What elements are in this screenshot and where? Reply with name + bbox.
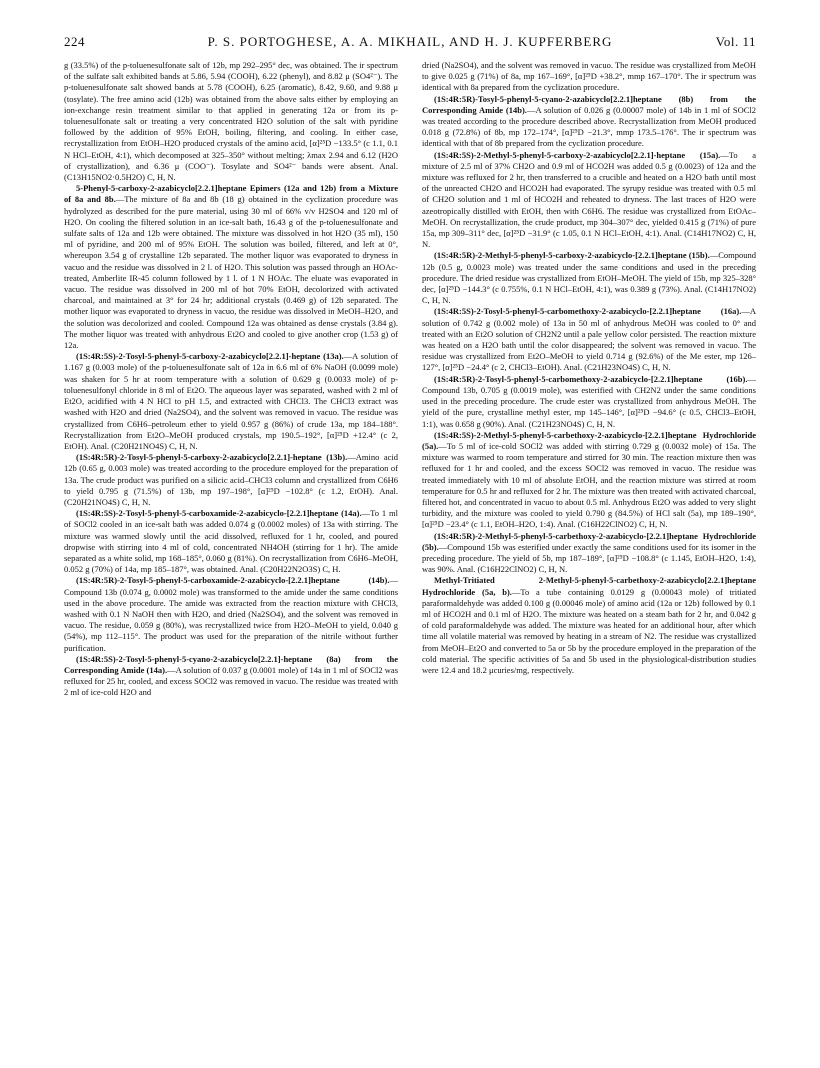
paragraph-body: —A solution of 0.037 g (0.0001 mole) of 14a in 1 ml of SOCl2 was refluxed for 25 hr, cooled, and excess SOCl2 was removed in vacuo. The residue was treated with 2 ml of ice-cold H2O and [64,664,398,698]
page-header [64,34,756,50]
paragraph-title: (1S:4R:5S)-2-Methyl-5-phenyl-5-carboxy-2-azabicyclo[2.2.1]-heptane (15a). [434,149,721,160]
volume-label: Vol. 11 [715,34,756,49]
paragraph [422,306,756,373]
paragraph [422,60,756,94]
paragraph [64,60,398,183]
right-column [422,60,756,1060]
paragraph-body: —A solution of 0.742 g (0.002 mole) of 13a in 50 ml of anhydrous MeOH was cooled to 0° and treated with an Et2O solution of CH2N2 until a pale yellow color persisted. The reaction mixture was heated on a H2O bath until the color disappeared; the solvent was removed in vacuo. The residue was crystallized from Et2O–MeOH to yield 0.714 g (92.6%) of the Me ester, mp 126–127°, [α]²⁵D −24.4° (c 2, CHCl3–EtOH). Anal. (C21H23NO4S) C, H, N. [422,306,756,373]
paragraph-title: (1S:4R:5S)-2-Tosyl-5-phenyl-5-carboxy-2-azabicyclo[2.2.1]-heptane (13a). [76,351,344,362]
paragraph-body: dried (Na2SO4), and the solvent was removed in vacuo. The residue was crystallized from MeOH to give 0.025 g (71%) of 8a, mp 167–169°, [α]²⁵D +38.2°, mmp 167–170°. The ir spectrum was identical with 8a prepared from the cyclization procedure. [422,60,756,93]
paragraph-title: (1S:4R:5R)-2-Tosyl-5-phenyl-5-carboxamide-2-azabicyclo-[2.2.1]heptane (14b). [76,575,390,586]
paragraph [422,150,756,251]
paragraph [422,94,756,150]
paragraph-body: —To a mixture of 2.5 ml of 37% CH2O and 0.9 ml of HCO2H was added 0.5 g (0.0023) of 12a and the mixture was refluxed for 2 hr, then transferred to a crucible and heated on a H2O bath until most of the unreacted CH2O and HCO2H had evaporated. The syrupy residue was treated with 0.5 ml of CH2O solution and 1 ml of HCO2H and reheated to dryness. The last traces of H2O were azeotropically distilled with EtOH, then with C6H6. The residue was crystallized from EtOAc–MeOH. On recrystallization, the crude product, mp 304–307° dec, yielded 0.415 g (71%) of pure 15a, mp 309–311° dec, [α]²⁵D −31.9° (c 1.05, 0.1 N HCl–EtOH, 4:1). Anal. (C14H17NO2) C, H, N. [422,149,756,250]
paragraph-title: (1S:4R:5R)-2-Methyl-5-phenyl-5-carboxy-2-azabicyclo-[2.2.1]heptane (15b). [434,250,710,261]
paragraph [422,430,756,531]
paragraph-body: —A solution of 0.026 g (0.00007 mole) of 14b in 1 ml of SOCl2 was treated according to the procedure described above. Recrystallization from MeOH produced 0.018 g (72.8%) of 8b, mp 172–174°, [α]²⁵D −21.3°, mmp 173.5–176°. The ir spectrum was identical with that of 8b prepared from the cyclization procedure. [422,104,756,149]
paragraph-title: (1S:4R:5R)-2-Tosyl-5-phenyl-5-carbomethoxy-2-azabicyclo-[2.2.1]heptane (16b). [434,373,748,384]
paragraph-title: 5-Phenyl-5-carboxy-2-azabicyclo[2.2.1]heptane Epimers (12a and 12b) from a Mixture of 8a and 8b. [64,183,398,205]
paragraph [64,575,398,653]
paragraph [422,575,756,676]
paragraph-body: —Amino acid 12b (0.65 g, 0.003 mole) was treated according to the procedure employed for the preparation of 13a. The crude product was purified on a silicic acid–CHCl3 column and crystallized from C6H6 to yield 0.795 g (71.5%) of 13b, mp 197–198°, [α]²⁵D −102.8° (c 1.2, EtOH). Anal. (C20H21NO4S) C, H, N. [64,452,398,507]
paragraph-body: —To 1 ml of SOCl2 cooled in an ice-salt bath was added 0.074 g (0.0002 moles) of 13a with stirring. The mixture was warmed slowly until the acid dissolved, refluxed for 1 hr, cooled, and poured dropwise with stirring into 4 ml of cold, concentrated NH4OH (stirring for 1 hr). The amide separated as a white solid, mp 168–185°, 0.060 g (81%). On recrystallization from C6H6–MeOH, 0.052 g (70%) of 14a, mp 185–187°, was obtained. Anal. (C20H22N2O3S) C, H. [64,508,398,575]
paragraph-title: (1S:4R:5R)-2-Tosyl-5-phenyl-5-carboxy-2-azabicyclo[2.2.1]-heptane (13b). [76,452,348,463]
paragraph [64,654,398,699]
paragraph-title: (1S:4R:5S)-2-Tosyl-5-phenyl-5-carboxamide-2-azabicyclo-[2.2.1]heptane (14a). [76,508,362,519]
paragraph-body: —Compound 15b was esterified under exactly the same conditions used for its isomer in the preceding procedure. The yield of 5b, mp 187–189°, [α]²⁵D −108.8° (c 1.145, EtOH–H2O, 1:4), was 90%. Anal. (C16H22ClNO2) C, H, N. [422,541,756,575]
paragraph [64,351,398,452]
paragraph-title: (1S:4R:5R)-2-Methyl-5-phenyl-5-carbethoxy-2-azabicyclo-[2.2.1]heptane Hydrochloride (5b). [422,530,756,552]
paragraph [64,508,398,575]
paragraph [64,183,398,351]
paragraph [422,374,756,430]
paragraph-title: (1S:4R:5S)-2-Methyl-5-phenyl-5-carbethoxy-2-azabicyclo-[2.2.1]heptane Hydrochloride (5a). [422,429,756,451]
paragraph-body: g (33.5%) of the p-toluenesulfonate salt of 12b, mp 292–295° dec, was obtained. The ir spectrum of the sulfate salt exhibited bands at 5.86, 5.94 (COOH), 6.22 (phenyl), and 8.82 μ (SO4²⁻). The p-toluenesulfonate salt showed bands at 5.78 (COOH), 6.25 (aromatic), 8.42, 9.60, and 9.88 μ (tosylate). The free amino acid (12b) was obtained from the above salts either by employing an ion-exchange resin treatment similar to that applied in generating 12a or from its p-toluenesulfonate salt or treating a very concentrated H2O solution of the salt with pyridine followed by the addition of 95% EtOH, boiling, filtering, and cooling. In either case, recrystallization from EtOH–H2O produced crystals of the amino acid, [α]²⁵D −133.5° (c 1.1, 0.1 N HCl–EtOH, 4:1), which decomposed at 325–350° without melting; λmax 2.94 and 6.12 (H2O of crystallization), and 6.36 μ (COO⁻). Tosylate and SO4²⁻ bands were absent. Anal. (C13H15NO2·0.5H2O) C, H, N. [64,60,398,183]
paragraph-body: —Compound 13b (0.074 g, 0.0002 mole) was transformed to the amide under the same conditions used in the above procedure. The amide was extracted from the reaction mixture with CHCl3, washed with 0.1 N NaOH then with H2O, and dried (Na2SO4), and the solvent was removed in vacuo. The residue, 0.059 g (80%), was recrystallized twice from H2O–MeOH to yield, 0.040 g (54%), mp 112–115°. The product was used for the preparation of the nitrile without further purification. [64,575,398,653]
running-head: P. S. PORTOGHESE, A. A. MIKHAIL, AND H. J. KUPFERBERG [207,34,613,49]
paragraph-body: —To 5 ml of ice-cold SOCl2 was added with stirring 0.729 g (0.0032 mole) of 15a. The mixture was warmed to room temperature and stirred for 30 min. The reaction mixture then was refluxed for 1 hr and cooled, and the excess SOCl2 was removed in vacuo. The residue was treated immediately with 10 ml of absolute EtOH, and the reaction mixture was stirred at room temperature for 0.5 hr and refluxed for 2 hr. The mixture was then treated with activated charcoal, filtered hot, and concentrated in vacuo to about 0.5 ml. Anhydrous Et2O was added to very slight turbidity, and the mixture was cooled to yield 0.790 g (84.5%) of HCl salt (5a), mp 189–190°, [α]²⁵D −23.4° (c 1.1, EtOH–H2O, 1:4). Anal. (C16H22ClNO2) C, H, N. [422,440,756,530]
paragraph-body: —A solution of 1.167 g (0.003 mole) of the p-toluenesulfonate salt of 12a in 6.6 ml of 6% NaOH (0.0099 mole) was shaken for 5 hr at room temperature with a solution of 0.629 g (0.0033 mole) of p-toluenesulfonyl chloride in 8 ml of Et2O. The aqueous layer was separated, washed with 2 ml of Et2O, acidified with 4 N HCl to pH 1.5, and extracted with CHCl3. The CHCl3 extract was washed with H2O and dried (Na2SO4), and the solvent was removed in vacuo. The residue was crystallized from C6H6–petroleum ether to yield 0.957 g (86%) of crude 13a, mp 184–188°. Recrystallization from Et2O–MeOH produced crystals, mp 190.5–192°, [α]²⁵D +12.4° (c 2, EtOH). Anal. (C20H21NO4S) C, H, N. [64,351,398,451]
paragraph-body: —The mixture of 8a and 8b (18 g) obtained in the cyclization procedure was hydrolyzed as described for the pure material, using 30 ml of 66% v/v H2SO4 and 120 ml of H2O. On cooling the filtered solution in an ice-salt bath, 16.43 g of the p-toluenesulfonate and sulfate salts of 12a and 12b were obtained. The mixture was dissolved in hot H2O (35 ml), 150 ml of pyridine, and 200 ml of 95% EtOH. The solution was boiled, filtered, and left at 0°, whereupon 3.54 g of crystalline 12b separated. The mother liquor was evaporated to dryness in vacuo and the residue was dissolved in 2 l. of H2O. This solution was passed through an HOAc-treated, Amberlite IR-45 column followed by 1 l. of 1 N HOAc. The eluate was evaporated in vacuo. The residue was dissolved in 200 ml of hot 70% EtOH, decolorized with activated charcoal, and maintained at 3° for 24 hr; additional crystals (0.469 g) of 12b separated. The mother liquor was evaporated to dryness in vacuo, the residue was dissolved in MeOH–H2O, and the solution was decolorized and cooled. Compound 12a was obtained as dense crystals (3.84 g). The mother liquor was treated with anhydrous Et2O and cooled to give another crop (1.53 g) of 12a. [64,194,398,351]
left-column [64,60,398,1060]
paragraph-title: (1S:4R:5S)-2-Tosyl-5-phenyl-5-carbomethoxy-2-azabicyclo-[2.2.1]heptane (16a). [434,306,742,317]
paragraph-body: —Compound 13b, 0.705 g (0.0019 mole), was esterified with CH2N2 under the same conditions used in the preceding procedure. The crude ester was crystallized from anhydrous MeOH. The yield of the pure, crystalline methyl ester, mp 145–146°, [α]²⁵D −94.6° (c 0.5, CHCl3–EtOH, 1:1), was 0.658 g (90%). Anal. (C21H23NO4S) C, H, N. [422,373,756,429]
page-number: 224 [64,34,85,49]
paragraph-body: —Compound 12b (0.5 g, 0.0023 mole) was treated under the same conditions and used in the preceding procedure. The dried residue was crystallized from EtOH–MeOH. The yield of 15b, mp 325–328° dec, [α]²⁵D −144.3° (c 0.755%, 0.1 N HCl–EtOH, 4:1), was 0.389 g (73%). Anal. (C14H17NO2) C, H, N. [422,250,756,306]
paragraph [422,250,756,306]
paragraph [422,531,756,576]
paragraph-title: (1S:4R:5R)-Tosyl-5-phenyl-5-cyano-2-azabicyclo[2.2.1]heptane (8b) from the Corresponding Amide (14b). [422,93,756,115]
paragraph-title: Methyl-Tritiated 2-Methyl-5-phenyl-5-carbethoxy-2-azabicyclo[2.2.1]heptane Hydrochloride (5a, b). [422,575,756,597]
paragraph [64,452,398,508]
paragraph-body: —To a tube containing 0.0129 g (0.00043 mole) of tritiated paraformaldehyde was added 0.100 g (0.00046 mole) of amino acid (12a or 12b) followed by 0.1 ml of HCO2H and 0.1 ml of H2O. The mixture was heated on a steam bath for 2 hr, and 0.042 g of cold paraformaldehyde was added. The mixture was heated for an additional hour, after which time all volatile material was removed by heating in a stream of N2. The residue was crystallized from MeOH–Et2O and converted to 5a or 5b by the procedure employed in the preparation of the cold material. The specific activities of 5a and 5b used in the physiological-distribution studies were 12.4 and 18.2 μcuries/mg, respectively. [422,586,756,675]
paragraph-title: (1S:4R:5S)-2-Tosyl-5-phenyl-5-cyano-2-azabicyclo[2.2.1]-heptane (8a) from the Corresponding Amide (14a). [64,653,398,675]
